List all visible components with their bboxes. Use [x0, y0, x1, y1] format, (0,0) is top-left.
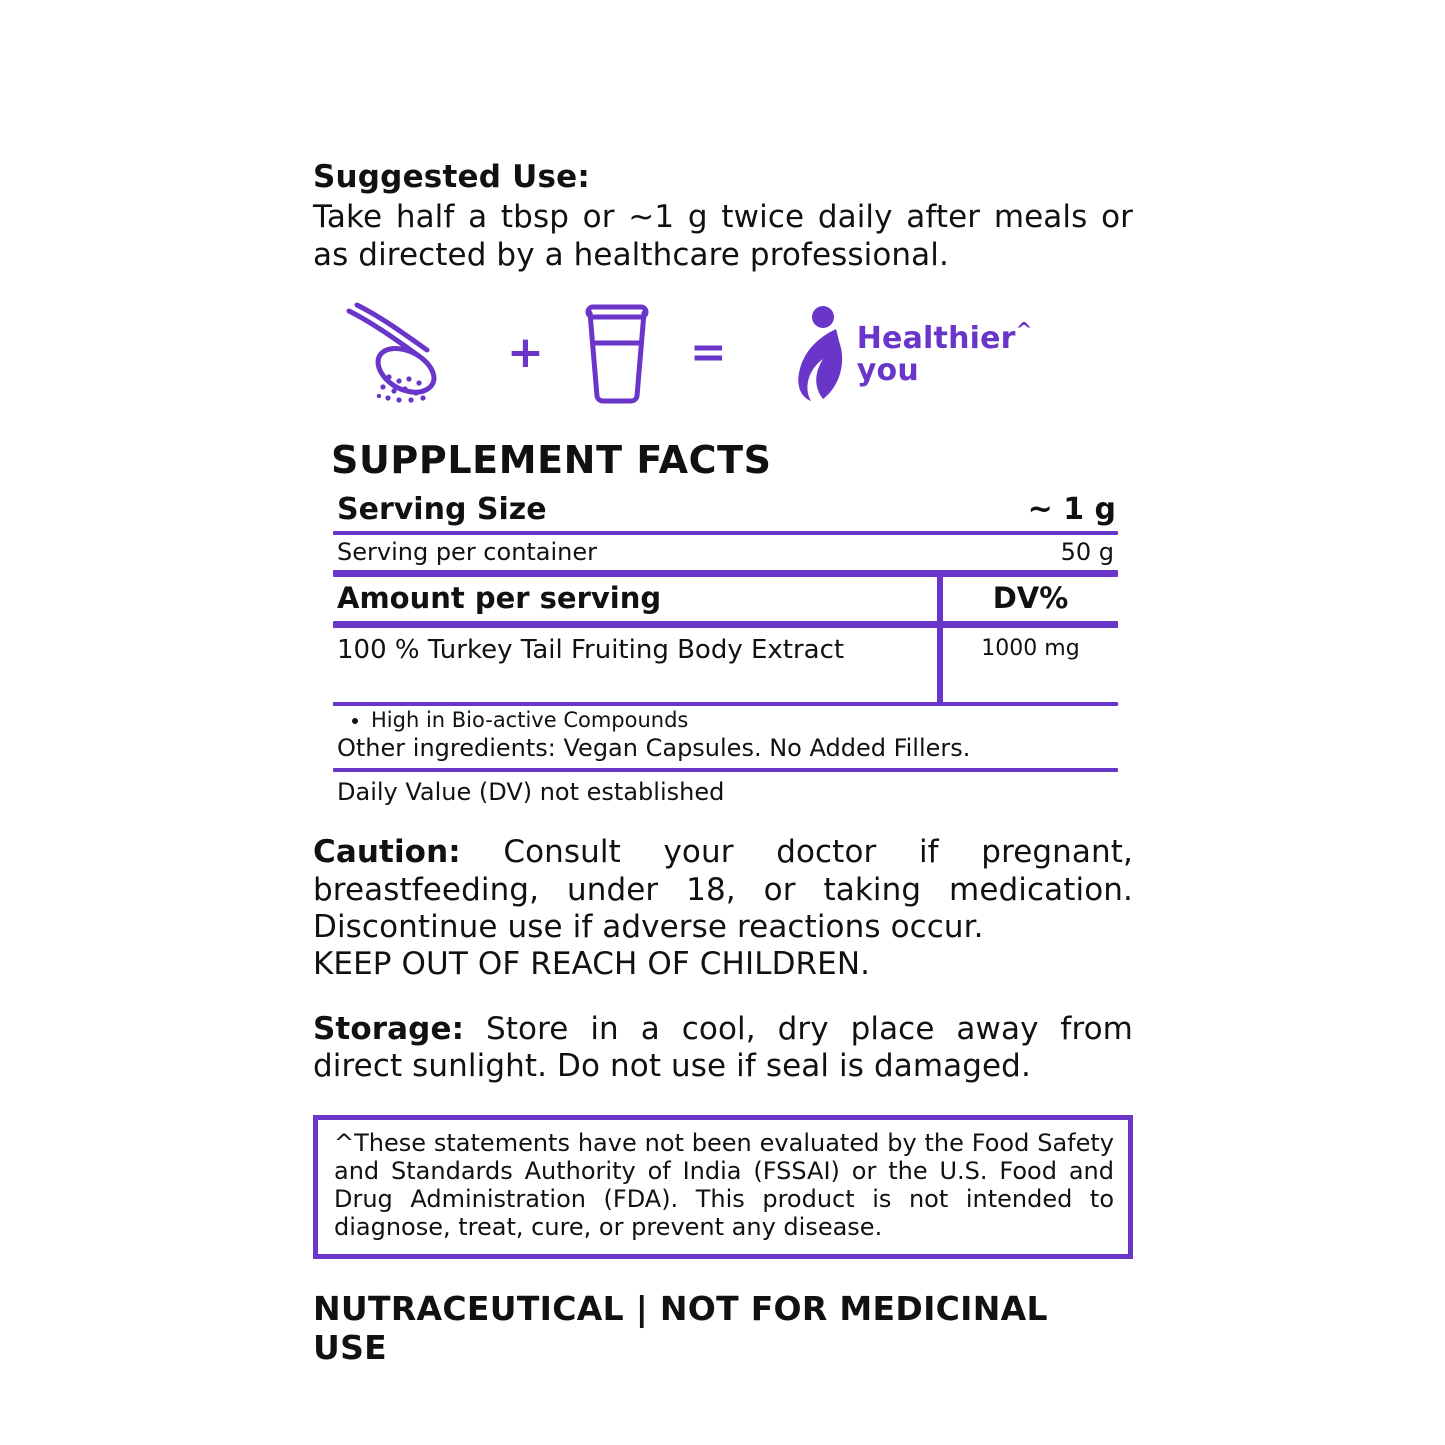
serving-per-container-row: [333, 535, 1118, 570]
suggested-use-text: Take half a tbsp or ~1 g twice daily after meals or as directed by a healthcare professional.: [313, 198, 1133, 273]
divider-4: [333, 702, 1118, 706]
suggested-use-title: Suggested Use:: [313, 159, 590, 195]
ingredient-bullets: [333, 708, 1118, 733]
list-item: • High in Bio-active Compounds: [371, 708, 1118, 733]
storage-label: Storage:: [313, 1011, 465, 1048]
label-panel: [313, 158, 1133, 1367]
plus-sign: +: [507, 327, 544, 379]
storage-text: Store in a cool, dry place away from direct sunlight. Do not use if seal is damaged.: [313, 1011, 1133, 1085]
daily-value-note: Daily Value (DV) not established: [337, 778, 725, 807]
caution-text: Consult your doctor if pregnant, breastfeeding, under 18, or taking medication. Discontinue use if adverse reactions occur.: [313, 834, 1133, 945]
equals-sign: =: [689, 327, 727, 379]
brand-dagger: ^: [1015, 318, 1033, 343]
brand-line-2: you: [856, 352, 919, 388]
ingredient-row: [333, 628, 1118, 702]
caution-section: [313, 834, 1133, 983]
brand-name: [857, 320, 1033, 387]
serving-size-value: ~ 1 g: [1027, 492, 1116, 528]
ingredient-name: 100 % Turkey Tail Fruiting Body Extract: [337, 635, 845, 666]
usage-icon-row: [333, 298, 1133, 408]
spoon-with-powder-icon: [333, 301, 473, 406]
supplement-facts-table: [333, 490, 1118, 806]
fda-disclaimer-box: ^These statements have not been evaluated by the Food Safety and Standards Authority of India (FSSAI) or the U.S. Food and Drug Administration (FDA). This product is not intended to diagnose, treat, cure, or prevent any disease.: [313, 1115, 1133, 1258]
caution-label: Caution:: [313, 834, 461, 871]
dv-percent-label: DV%: [937, 577, 1118, 621]
brand-logo: [789, 303, 1033, 403]
other-ingredients: Other ingredients: Vegan Capsules. No Added Fillers.: [337, 733, 971, 762]
amount-header-row: [333, 577, 1118, 621]
glass-of-water-icon: [578, 301, 656, 406]
divider-3: [333, 621, 1118, 628]
nutraceutical-footer: NUTRACEUTICAL | NOT FOR MEDICINAL USE: [313, 1288, 1048, 1367]
supplement-facts-title: SUPPLEMENT FACTS: [331, 438, 772, 483]
storage-section: [313, 1011, 1133, 1085]
serving-per-container-value: 50 g: [1060, 538, 1114, 567]
serving-size-label: Serving Size: [337, 492, 547, 528]
keep-out-of-reach-text: KEEP OUT OF REACH OF CHILDREN.: [313, 945, 871, 982]
brand-line-1: Healthier: [856, 321, 1016, 357]
ingredient-amount: 1000 mg: [937, 628, 1118, 702]
person-figure-icon: [789, 303, 851, 403]
divider-2: [333, 570, 1118, 577]
serving-size-row: [333, 490, 1118, 531]
amount-per-serving-label: Amount per serving: [337, 581, 662, 616]
suggested-use-section: [313, 158, 1133, 274]
serving-per-container-label: Serving per container: [337, 538, 598, 567]
